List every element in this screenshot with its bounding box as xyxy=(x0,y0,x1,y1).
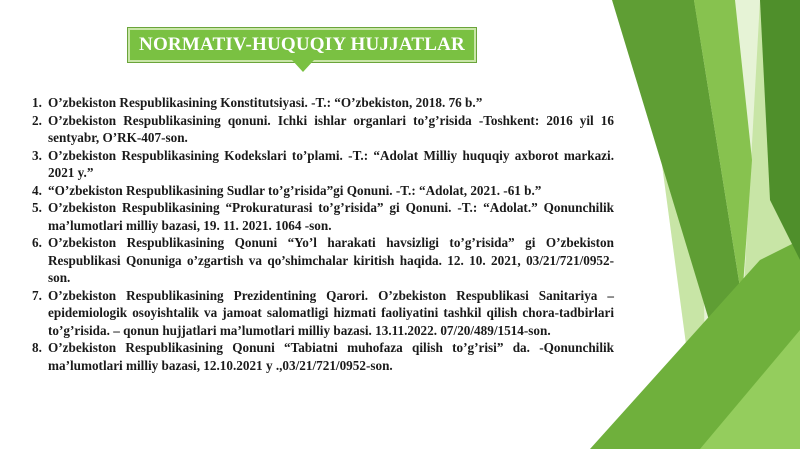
item-text: O’zbekiston Respublikasining “Prokuraturasi to’g’risida” gi Qonuni. -T.: “Adolat.” Qonunchilik ma’lumotlari milliy bazasi, 19. 11. 2021. 1064 -son. xyxy=(48,200,614,233)
item-number: 2. xyxy=(32,112,42,128)
item-number: 4. xyxy=(32,182,42,198)
list-item xyxy=(32,234,614,287)
item-number: 3. xyxy=(32,147,42,163)
list-item xyxy=(32,112,614,147)
page-title: NORMATIV-HUQUQIY HUJJATLAR xyxy=(128,28,476,62)
list-item xyxy=(32,339,614,374)
item-number: 7. xyxy=(32,287,42,303)
list-item xyxy=(32,182,614,200)
item-text: “O’zbekiston Respublikasining Sudlar to’g’risida”gi Qonuni. -T.: “Adolat, 2021. -61 b.” xyxy=(48,182,542,198)
list-item xyxy=(32,287,614,340)
item-text: O’zbekiston Respublikasining Prezidentining Qarori. O’zbekiston Respublikasi Sanitariya – epidemiologik osoyishtalik va jamoat salomatligi hizmati faoliyatini tashkil qilish chora-tadbirlari to’g’risida. – qonun hujjatlari ma’lumotlari milliy bazasi. 13.11.2022. 07/20/489/1514-son. xyxy=(48,287,614,338)
item-text: O’zbekiston Respublikasining Qonuni “Yo’l harakati havsizligi to’g’risida” gi O’zbekiston Respublikasi Qonuniga o’zgartish va qo’shimchalar kiritish haqida. 12. 10. 2021, 03/21/721/0952-son. xyxy=(48,235,614,285)
item-number: 6. xyxy=(32,235,42,250)
title-banner xyxy=(128,28,476,62)
title-arrow-icon xyxy=(292,60,314,72)
item-text: O’zbekiston Respublikasining Qonuni “Tabiatni muhofaza qilish to’g’risi” da. -Qonunchilik ma’lumotlari milliy bazasi, 12.10.2021 y .,03/21/721/0952-son. xyxy=(48,340,614,373)
item-number: 1. xyxy=(32,95,42,110)
item-number: 8. xyxy=(32,340,42,355)
item-text: O’zbekiston Respublikasining Konstitutsiyasi. -T.: “O’zbekiston, 2018. 76 b.” xyxy=(48,95,483,110)
list-item xyxy=(32,94,614,112)
references-list xyxy=(32,94,614,374)
list-item xyxy=(32,147,614,182)
item-text: O’zbekiston Respublikasining Kodekslari to’plami. -T.: “Adolat Milliy huquqiy axborot markazi. 2021 y.” xyxy=(48,147,614,180)
item-number: 5. xyxy=(32,200,42,215)
list-item xyxy=(32,199,614,234)
item-text: O’zbekiston Respublikasining qonuni. Ichki ishlar organlari to’g’risida -Toshkent: 2016 yil 16 sentyabr, O’RK-407-son. xyxy=(48,112,614,145)
